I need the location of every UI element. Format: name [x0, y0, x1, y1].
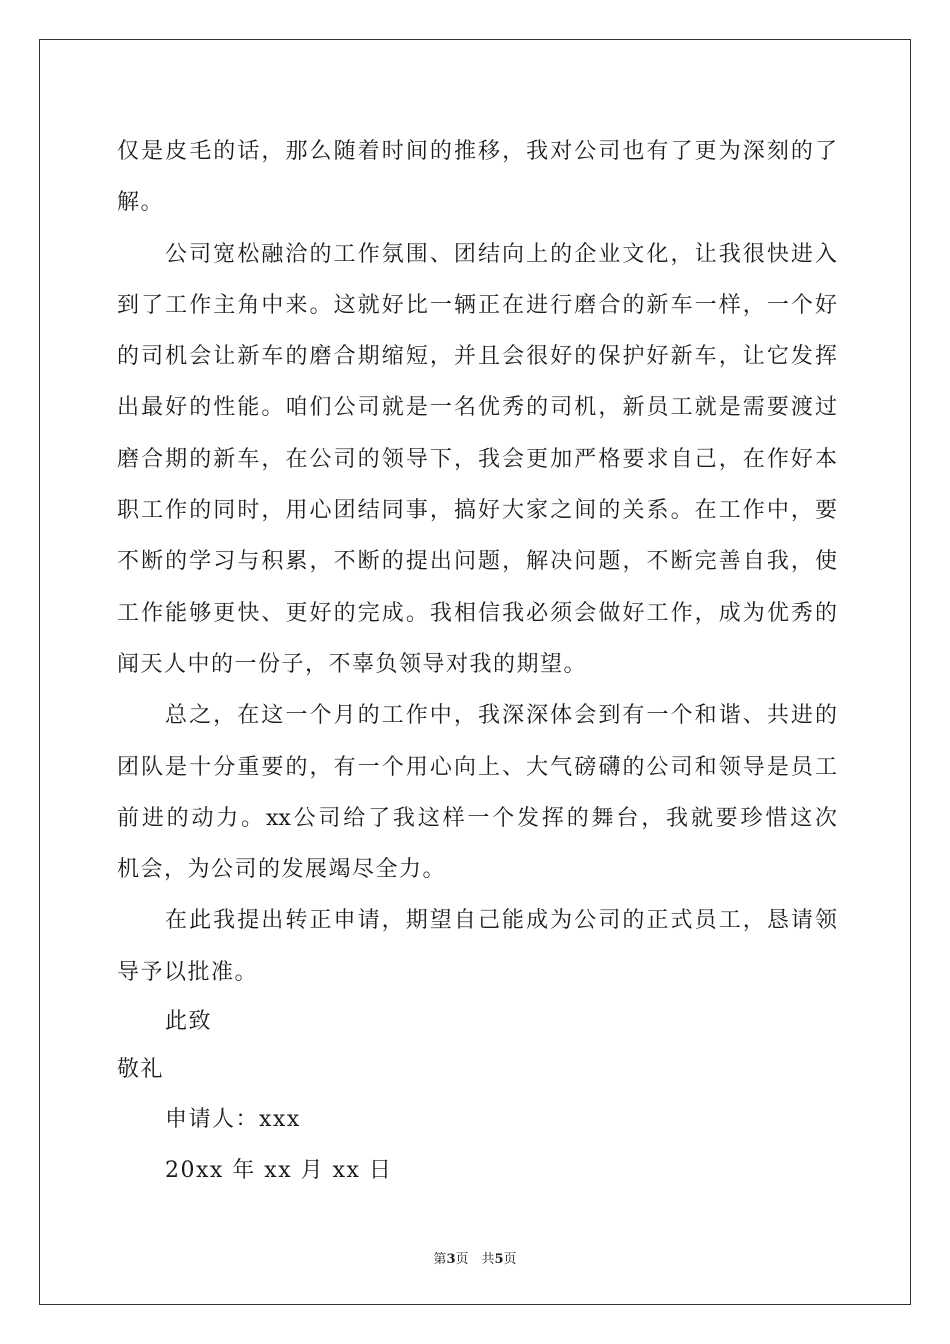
current-page-number: 3 [446, 1252, 456, 1267]
text-line: 仅是皮毛的话，那么随着时间的推移，我对公司也有了更为深刻的了 [117, 139, 837, 164]
text-line: 不断的学习与积累，不断的提出问题，解决问题，不断完善自我，使 [117, 549, 837, 575]
text-line: 闻天人中的一份子，不辜负领导对我的期望。 [117, 651, 588, 677]
text-line: 的司机会让新车的磨合期缩短，并且会很好的保护好新车，让它发挥 [117, 344, 837, 370]
text-line: 职工作的同时，用心团结同事，搞好大家之间的关系。在工作中，要 [117, 498, 837, 524]
salutation: 此致 [165, 1009, 213, 1035]
text-line: 磨合期的新车，在公司的领导下，我会更加严格要求自己，在作好本 [117, 446, 837, 472]
footer-middle: 页 共 [455, 1252, 495, 1267]
footer-suffix: 页 [503, 1252, 517, 1267]
page-number-footer [0, 1248, 950, 1267]
text-line: 前进的动力。xx公司给了我这样一个发挥的舞台，我就要珍惜这次 [117, 805, 837, 831]
text-line: 团队是十分重要的，有一个用心向上、大气磅礴的公司和领导是员工 [117, 754, 837, 780]
footer-prefix: 第 [433, 1252, 447, 1267]
applicant-signature: 申请人：xxx [165, 1107, 301, 1133]
text-line: 工作能够更快、更好的完成。我相信我必须会做好工作，成为优秀的 [117, 600, 837, 626]
text-line: 解。 [117, 190, 165, 216]
regards: 敬礼 [117, 1057, 165, 1083]
letter-body [117, 126, 837, 1197]
text-line: 导予以批准。 [117, 959, 259, 985]
paragraph-start-line: 在此我提出转正申请，期望自己能成为公司的正式员工，恳请领 [165, 908, 837, 934]
paragraph-start-line: 总之，在这一个月的工作中，我深深体会到有一个和谐、共进的 [165, 703, 837, 729]
text-line: 出最好的性能。咱们公司就是一名优秀的司机，新员工就是需要渡过 [117, 395, 837, 421]
application-date: 20xx 年 xx 月 xx 日 [165, 1158, 393, 1184]
total-page-count: 5 [494, 1252, 504, 1267]
paragraph-start-line: 公司宽松融洽的工作氛围、团结向上的企业文化，让我很快进入 [165, 241, 837, 267]
text-line: 到了工作主角中来。这就好比一辆正在进行磨合的新车一样，一个好 [117, 292, 837, 318]
text-line: 机会，为公司的发展竭尽全力。 [117, 857, 447, 883]
